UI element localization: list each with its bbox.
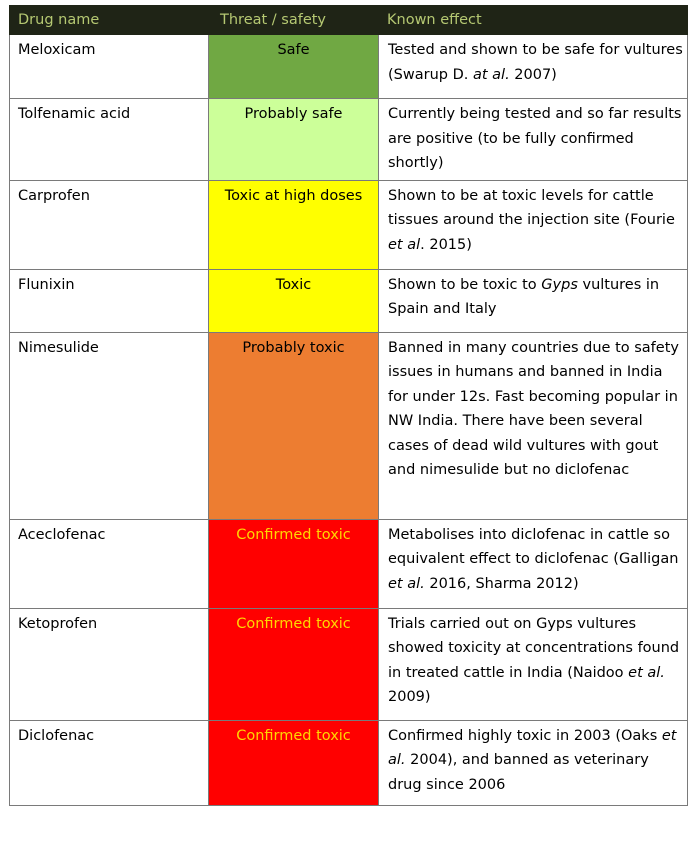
table-body: [10, 35, 688, 806]
table-header: [10, 6, 688, 35]
effect-text: Currently being tested and so far results are positive (to be fully confirmed shortly): [388, 106, 682, 171]
table-row: [10, 269, 688, 332]
effect-text: Shown to be toxic to: [388, 276, 542, 293]
table-row: [10, 99, 688, 181]
effect-text: Banned in many countries due to safety issues in humans and banned in India for under 12s. Fast becoming popular in NW India. There have been several cases of dead wild vultures with gout and nimesulide but no diclofenac: [388, 339, 679, 478]
effect-text: Confirmed highly toxic in 2003 (Oaks: [388, 727, 662, 744]
drug-name-cell: Aceclofenac: [10, 519, 209, 608]
drug-name-cell: Tolfenamic acid: [10, 99, 209, 181]
table-row: [10, 180, 688, 269]
effect-text: Trials carried out on Gyps vultures showed toxicity at concentrations found in treated cattle in India (Naidoo: [388, 615, 680, 681]
header-threat-safety: Threat / safety: [209, 6, 379, 35]
threat-level-cell: Probably safe: [209, 99, 379, 181]
effect-text: Tested and shown to be safe for vultures (Swarup D.: [388, 42, 683, 83]
known-effect-cell: [379, 180, 688, 269]
effect-text: 2016, Sharma 2012): [424, 575, 579, 592]
effect-text: . 2015): [420, 236, 472, 253]
table-row: [10, 35, 688, 99]
table-row: [10, 720, 688, 805]
drug-name-cell: Carprofen: [10, 180, 209, 269]
threat-level-cell: Safe: [209, 35, 379, 99]
header-known-effect: Known effect: [379, 6, 688, 35]
threat-level-cell: Confirmed toxic: [209, 720, 379, 805]
drug-name-cell: Ketoprofen: [10, 608, 209, 720]
effect-text-italic: et al.: [628, 664, 665, 681]
known-effect-cell: [379, 35, 688, 99]
known-effect-cell: [379, 519, 688, 608]
effect-text: 2007): [509, 66, 557, 83]
effect-text: Shown to be at toxic levels for cattle tissues around the injection site (Fourie: [388, 187, 675, 228]
known-effect-cell: [379, 269, 688, 332]
table-row: [10, 519, 688, 608]
header-row: [10, 6, 688, 35]
effect-text-italic: et al: [388, 236, 421, 253]
effect-text: 2009): [388, 689, 431, 705]
threat-level-cell: Confirmed toxic: [209, 519, 379, 608]
drug-safety-table: [9, 5, 688, 806]
drug-name-cell: Flunixin: [10, 269, 209, 332]
header-drug-name: Drug name: [10, 6, 209, 35]
table-row: [10, 332, 688, 519]
threat-level-cell: Confirmed toxic: [209, 608, 379, 720]
threat-level-cell: Probably toxic: [209, 332, 379, 519]
effect-text: 2004), and banned as veterinary drug since 2006: [388, 752, 649, 793]
table-row: [10, 608, 688, 720]
drug-name-cell: Meloxicam: [10, 35, 209, 99]
effect-text-italic: at al.: [472, 66, 510, 83]
known-effect-cell: [379, 720, 688, 805]
effect-text: Metabolises into diclofenac in cattle so equivalent effect to diclofenac (Galligan: [388, 526, 679, 567]
drug-name-cell: Diclofenac: [10, 720, 209, 805]
effect-text-italic: Gyps: [541, 276, 578, 293]
effect-text-italic: et al.: [388, 727, 677, 768]
threat-level-cell: Toxic: [209, 269, 379, 332]
known-effect-cell: [379, 332, 688, 519]
drug-name-cell: Nimesulide: [10, 332, 209, 519]
known-effect-cell: [379, 608, 688, 720]
effect-text-italic: et al.: [388, 575, 425, 592]
threat-level-cell: Toxic at high doses: [209, 180, 379, 269]
known-effect-cell: [379, 99, 688, 181]
effect-text: vultures in Spain and Italy: [388, 276, 660, 317]
